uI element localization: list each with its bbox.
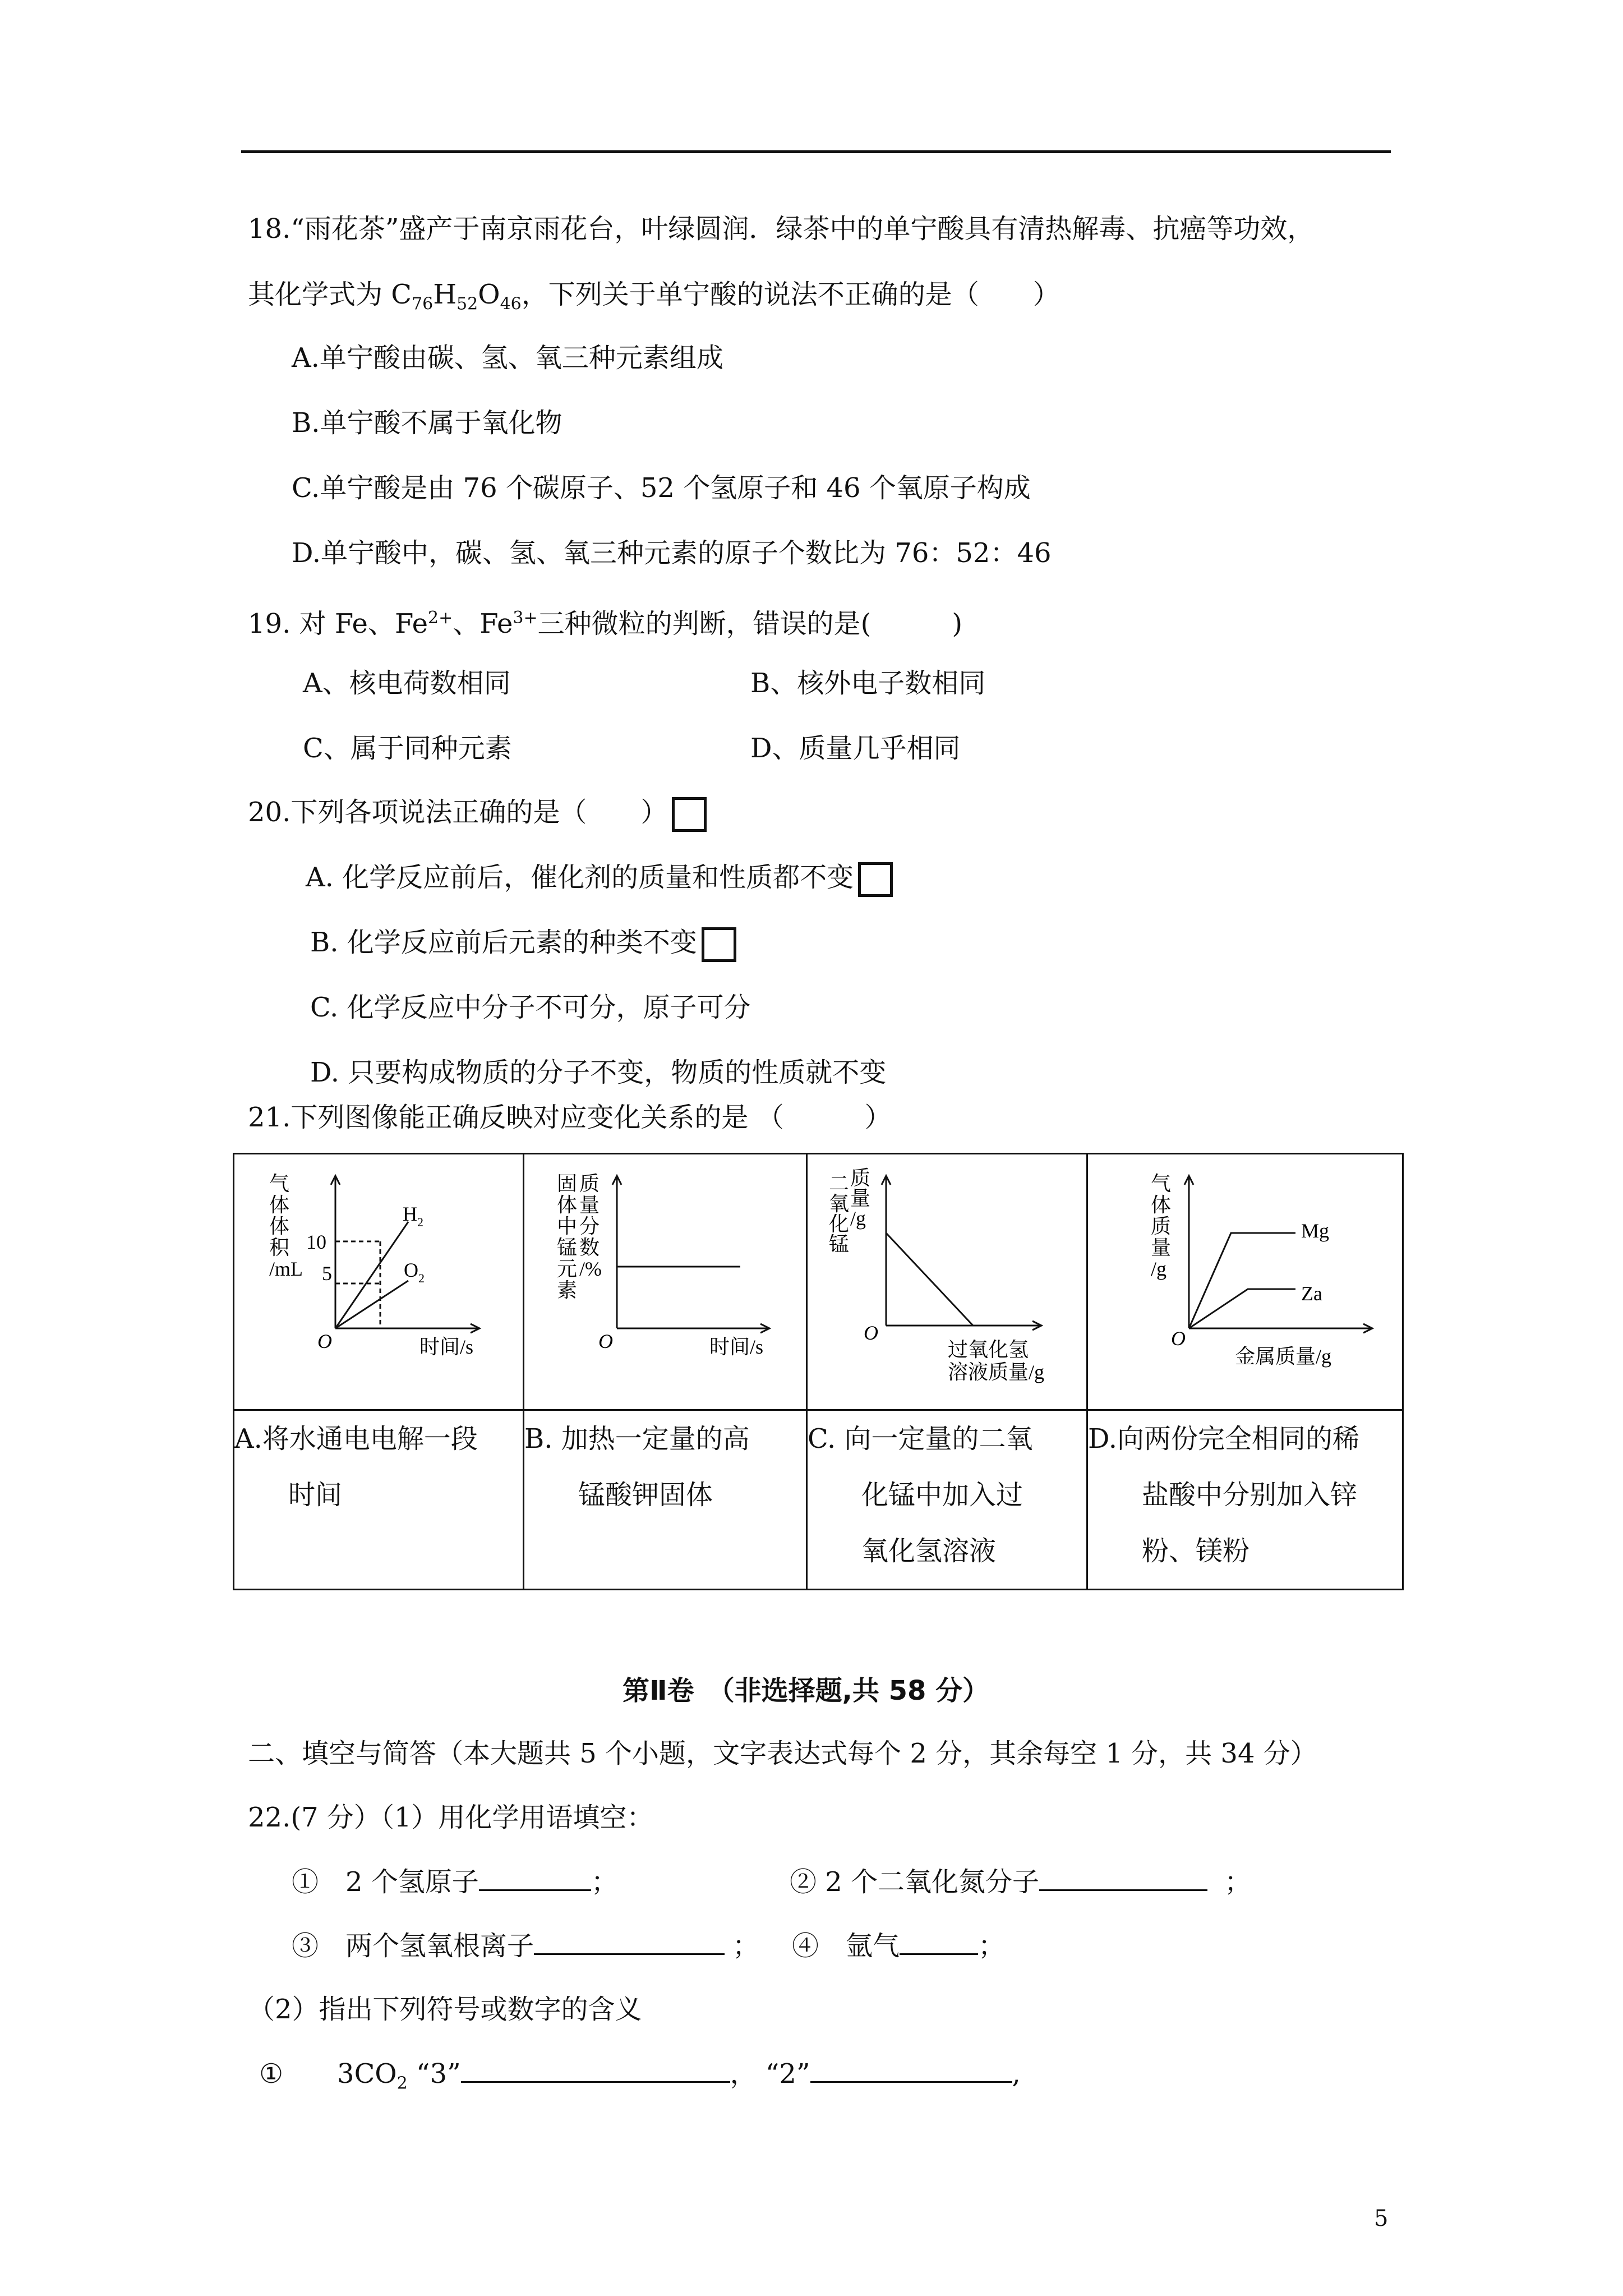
q20-option-d: D. 只要构成物质的分子不变，物质的性质就不变	[310, 1057, 887, 1088]
graph-b	[524, 1154, 808, 1407]
q19-option-b: B、核外电子数相同	[750, 668, 986, 699]
q22-item-1: ① 2 个氢原子 ；	[292, 1865, 618, 1899]
svg-text:分: 分	[579, 1215, 600, 1237]
q22-stem: 22.(7 分）（1）用化学用语填空：	[248, 1802, 654, 1833]
blank-4[interactable]	[900, 1929, 978, 1955]
graph-d-mg-label: Mg	[1301, 1220, 1330, 1242]
graph-a-origin: O	[317, 1330, 332, 1352]
svg-text:锰: 锰	[829, 1233, 850, 1255]
svg-text:质: 质	[579, 1172, 600, 1195]
svg-text:/g: /g	[1151, 1258, 1167, 1280]
q18-stem-line2: 其化学式为 $C_{76}H_{52}O_{46}$，下列关于单宁酸的说法不正确的是（ ）	[248, 279, 1060, 314]
graph-c-cell	[807, 1154, 1087, 1410]
q22-symbol-1: ① $3CO_2$ “3” ， “2” ,	[259, 2056, 1021, 2101]
section-heading: 二、填空与简答（本大题共 5 个小题，文字表达式每个 2 分，其余每空 1 分，共 34 分）	[248, 1738, 1317, 1769]
graph-d-za-line	[1189, 1289, 1295, 1328]
graph-d-xlabel: 金属质量/g	[1235, 1345, 1332, 1368]
q20-stem: 20.下列各项说法正确的是（ ）	[248, 795, 707, 832]
blank-2[interactable]	[1039, 1865, 1207, 1891]
q19-stem: 19. 对 Fe、$Fe^{2+}$、$Fe^{3+}$三种微粒的判断，错误的是( )	[248, 608, 963, 639]
answer-box	[702, 927, 736, 962]
q18-option-d: D.单宁酸中，碳、氢、氧三种元素的原子个数比为 76：52：46	[292, 537, 1052, 569]
graph-d-origin: O	[1171, 1327, 1186, 1350]
header-rule	[241, 150, 1391, 153]
svg-text:固: 固	[557, 1172, 578, 1195]
graph-c	[808, 1154, 1088, 1407]
svg-text:量: 量	[850, 1187, 871, 1209]
graph-b-caption: B. 加热一定量的高 锰酸钾固体	[524, 1410, 807, 1590]
q22-part2-stem: （2）指出下列符号或数字的含义	[248, 1994, 642, 2025]
q18-stem-line1: 18.“雨花茶”盛产于南京雨花台，叶绿圆润．绿茶中的单宁酸具有清热解毒、抗癌等功效，	[248, 213, 1315, 245]
graph-d-mg-line	[1189, 1233, 1295, 1328]
page-number: 5	[1374, 2206, 1389, 2231]
svg-text:/%: /%	[579, 1258, 602, 1280]
svg-text:体: 体	[557, 1194, 578, 1216]
answer-box	[858, 862, 893, 897]
q18-option-b: B.单宁酸不属于氧化物	[292, 407, 562, 439]
graph-a-tick-5: 5	[322, 1262, 332, 1285]
graph-c-caption: C. 向一定量的二氧 化锰中加入过 氧化氢溶液	[807, 1410, 1087, 1590]
part2-title: 第Ⅱ卷 （非选择题,共 58 分）	[623, 1675, 990, 1706]
q21-stem: 21.下列图像能正确反映对应变化关系的是 （ ）	[248, 1102, 892, 1133]
graph-a-ylabel-5: /mL	[269, 1258, 303, 1280]
graph-d-za-label: Za	[1301, 1282, 1322, 1305]
graph-a-tick-10: 10	[306, 1231, 326, 1253]
blank-5[interactable]	[461, 2056, 730, 2083]
graph-d-cell	[1087, 1154, 1403, 1410]
q20-option-b: B. 化学反应前后元素的种类不变	[310, 926, 736, 962]
graph-a-h2-line	[335, 1222, 408, 1328]
q22-item-4: ④ 氩气 ；	[792, 1929, 1005, 1963]
blank-3[interactable]	[534, 1929, 725, 1955]
graph-table	[233, 1153, 1404, 1590]
q20-option-a: A. 化学反应前后，催化剂的质量和性质都不变	[306, 861, 893, 897]
svg-text:锰: 锰	[557, 1236, 578, 1259]
graph-c-xlabel-1: 过氧化氢	[948, 1338, 1029, 1361]
graph-c-origin: O	[864, 1322, 878, 1344]
svg-text:H2: $H_2$	[403, 1203, 423, 1229]
graph-a-o2-label: O	[404, 1259, 418, 1281]
svg-text:氧: 氧	[829, 1193, 850, 1215]
svg-text:O2: $O_2$	[404, 1259, 425, 1285]
graph-d-caption: D.向两份完全相同的稀 盐酸中分别加入锌 粉、镁粉	[1087, 1410, 1403, 1590]
q22-item-3: ③ 两个氢氧根离子 ；	[292, 1929, 759, 1963]
svg-text:/g: /g	[850, 1207, 866, 1230]
graph-a-ylabel-2: 体	[269, 1194, 290, 1216]
graph-b-xlabel: 时间/s	[709, 1336, 764, 1358]
answer-box	[672, 797, 707, 832]
svg-text:质: 质	[1151, 1215, 1172, 1237]
q18-option-a: A.单宁酸由碳、氢、氧三种元素组成	[292, 342, 723, 374]
graph-a-caption: A.将水通电电解一段 时间	[234, 1410, 524, 1590]
graph-a-ylabel-4: 积	[269, 1236, 290, 1259]
svg-text:量: 量	[1151, 1236, 1172, 1259]
q19-option-d: D、质量几乎相同	[750, 733, 961, 764]
graph-c-xlabel-2: 溶液质量/g	[948, 1361, 1045, 1383]
graph-a	[234, 1154, 524, 1407]
graph-a-o2-line	[335, 1281, 408, 1328]
graph-a-ylabel-1: 气	[269, 1172, 290, 1195]
svg-text:二: 二	[829, 1172, 850, 1195]
svg-text:元: 元	[557, 1258, 578, 1280]
svg-text:化: 化	[829, 1213, 850, 1235]
graph-a-ylabel-3: 体	[269, 1215, 290, 1237]
svg-text:气: 气	[1151, 1172, 1172, 1195]
svg-text:质: 质	[850, 1167, 871, 1189]
graph-b-origin: O	[598, 1330, 613, 1352]
svg-text:素: 素	[557, 1279, 578, 1301]
blank-1[interactable]	[479, 1865, 591, 1891]
blank-6[interactable]	[810, 2056, 1012, 2083]
q19-option-a: A、核电荷数相同	[303, 668, 511, 699]
q19-option-c: C、属于同种元素	[303, 733, 512, 764]
graph-a-h2-label: H	[403, 1203, 417, 1225]
graph-b-cell	[524, 1154, 807, 1410]
graph-a-xlabel: 时间/s	[419, 1336, 474, 1358]
q20-option-c: C. 化学反应中分子不可分，原子可分	[310, 992, 751, 1023]
svg-text:数: 数	[579, 1236, 600, 1259]
svg-text:中: 中	[557, 1215, 578, 1237]
svg-text:体: 体	[1151, 1194, 1172, 1216]
graph-c-line	[886, 1233, 973, 1326]
graph-d	[1088, 1154, 1404, 1407]
q22-item-2: ② 2 个二氧化氮分子 ；	[790, 1865, 1251, 1899]
graph-a-cell	[234, 1154, 524, 1410]
q18-option-c: C.单宁酸是由 76 个碳原子、52 个氢原子和 46 个氧原子构成	[292, 472, 1031, 504]
svg-text:量: 量	[579, 1194, 600, 1216]
